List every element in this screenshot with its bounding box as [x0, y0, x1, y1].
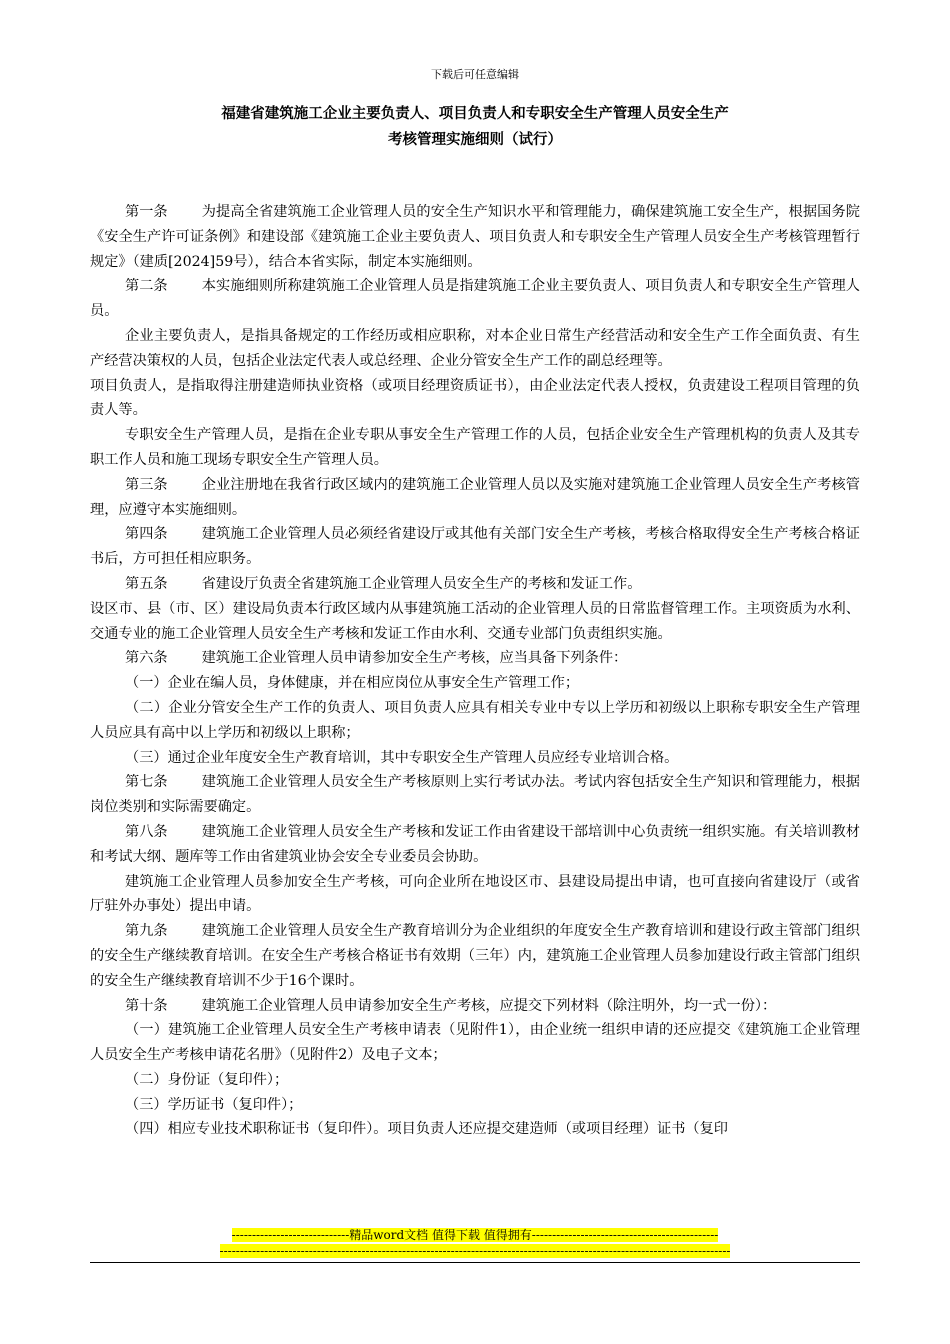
document-title-line-1: 福建省建筑施工企业主要负责人、项目负责人和专职安全生产管理人员安全生产 — [221, 105, 729, 122]
paragraph-text: 建筑施工企业管理人员必须经省建设厅或其他有关部门安全生产考核，考核合格取得安全生产考核合格证书后，方可担任相应职务。 — [90, 526, 860, 568]
article-number: 第一条 — [125, 204, 168, 220]
paragraph — [90, 1018, 860, 1068]
paragraph — [90, 1093, 860, 1118]
paragraph-text: 建筑施工企业管理人员申请参加安全生产考核，应提交下列材料（除注明外，均一式一份）： — [201, 997, 777, 1014]
paragraph — [90, 696, 860, 746]
article-number: 第九条 — [125, 923, 168, 940]
paragraph-text: 专职安全生产管理人员，是指在企业专职从事安全生产管理工作的人员，包括企业安全生产管理机构的负责人及其专职工作人员和施工现场专职安全生产管理人员。 — [90, 427, 860, 468]
paragraph — [90, 200, 860, 274]
paragraph — [90, 423, 860, 473]
article-number: 第十条 — [125, 997, 168, 1014]
paragraph-text: 建筑施工企业管理人员安全生产考核原则上实行考试办法。考试内容包括安全生产知识和管理能力，根据岗位类别和实际需要确定。 — [90, 774, 860, 816]
article-number: 第二条 — [125, 278, 168, 295]
paragraph — [90, 597, 860, 647]
paragraph — [90, 522, 860, 572]
paragraph — [90, 572, 860, 597]
paragraph — [90, 374, 860, 424]
article-number: 第五条 — [125, 575, 168, 592]
paragraph — [90, 646, 860, 671]
paragraph-text: （四）相应专业技术职称证书（复印件）。项目负责人还应提交建造师（或项目经理）证书（复印 — [125, 1121, 728, 1138]
footer-dashes-text: ------------------------------------------------------------------------------------------------------------------------------ — [219, 1244, 731, 1258]
paragraph — [90, 820, 860, 870]
paragraph-text: 企业主要负责人，是指具备规定的工作经历或相应职称，对本企业日常生产经营活动和安全生产工作全面负责、有生产经营决策权的人员，包括企业法定代表人或总经理、企业分管安全生产工作的副总经理等。 — [90, 327, 860, 369]
article-number: 第八条 — [125, 823, 168, 840]
paragraph-text: 建筑施工企业管理人员安全生产考核和发证工作由省建设干部培训中心负责统一组织实施。有关培训教材和考试大纲、题库等工作由省建筑业协会安全专业委员会协助。 — [90, 823, 860, 865]
footer-dashes — [0, 1244, 950, 1259]
paragraph-text: （一）企业在编人员，身体健康，并在相应岗位从事安全生产管理工作； — [125, 675, 580, 692]
paragraph-text: （三）通过企业年度安全生产教育培训，其中专职安全生产管理人员应经专业培训合格。 — [125, 749, 679, 766]
article-number: 第六条 — [125, 650, 168, 667]
footer-rule — [90, 1262, 860, 1263]
article-number: 第四条 — [125, 526, 168, 543]
document-body — [90, 200, 860, 1142]
paragraph-text: 企业注册地在我省行政区域内的建筑施工企业管理人员以及实施对建筑施工企业管理人员安全生产考核管理，应遵守本实施细则。 — [90, 476, 860, 518]
paragraph — [90, 994, 860, 1019]
paragraph — [90, 770, 860, 820]
paragraph-text: （二）身份证（复印件）； — [125, 1071, 289, 1088]
header-note: 下载后可任意编辑 — [431, 68, 519, 81]
paragraph — [90, 870, 860, 920]
paragraph-text: 省建设厅负责全省建筑施工企业管理人员安全生产的考核和发证工作。 — [201, 575, 642, 592]
document-title-line-2: 考核管理实施细则（试行） — [388, 131, 562, 148]
paragraph — [90, 473, 860, 523]
article-number: 第七条 — [125, 774, 168, 791]
paragraph — [90, 274, 860, 324]
paragraph-text: 项目负责人，是指取得注册建造师执业资格（或项目经理资质证书），由企业法定代表人授权，负责建设工程项目管理的负责人等。 — [90, 377, 860, 419]
paragraph — [90, 1068, 860, 1093]
paragraph-text: 建筑施工企业管理人员申请参加安全生产考核，应当具备下列条件： — [201, 650, 628, 667]
paragraph — [90, 324, 860, 374]
paragraph-text: 建筑施工企业管理人员安全生产教育培训分为企业组织的年度安全生产教育培训和建设行政主管部门组织的安全生产继续教育培训。在安全生产考核合格证书有效期（三年）内，建筑施工企业管理人员参加建设行政主管部门组织的安全生产继续教育培训不少于16个课时。 — [90, 923, 860, 989]
footer-banner — [0, 1228, 950, 1243]
paragraph — [90, 1117, 860, 1142]
paragraph-text: 本实施细则所称建筑施工企业管理人员是指建筑施工企业主要负责人、项目负责人和专职安全生产管理人员。 — [90, 278, 860, 320]
footer-banner-text: -----------------------------精品word文档 值得下载 值得拥有---------------------------------------------- — [231, 1228, 719, 1242]
paragraph — [90, 746, 860, 771]
paragraph-text: （三）学历证书（复印件）； — [125, 1096, 303, 1113]
paragraph-text: （二）企业分管安全生产工作的负责人、项目负责人应具有相关专业中专以上学历和初级以上职称专职安全生产管理人员应具有高中以上学历和初级以上职称； — [90, 699, 860, 741]
article-number: 第三条 — [125, 476, 168, 493]
paragraph-text: 设区市、县（市、区）建设局负责本行政区域内从事建筑施工活动的企业管理人员的日常监督管理工作。主项资质为水利、交通专业的施工企业管理人员安全生产考核和发证工作由水利、交通专业部门负责组织实施。 — [90, 600, 860, 642]
paragraph — [90, 919, 860, 993]
paragraph — [90, 671, 860, 696]
paragraph-text: 为提高全省建筑施工企业管理人员的安全生产知识水平和管理能力，确保建筑施工安全生产，根据国务院《安全生产许可证条例》和建设部《建筑施工企业主要负责人、项目负责人和专职安全生产管理人员安全生产考核管理暂行规定》（建质[2024]59号），结合本省实际，制定本实施细则。 — [90, 204, 860, 270]
paragraph-text: （一）建筑施工企业管理人员安全生产考核申请表（见附件1），由企业统一组织申请的还应提交《建筑施工企业管理人员安全生产考核申请花名册》（见附件2）及电子文本； — [90, 1022, 860, 1064]
paragraph-text: 建筑施工企业管理人员参加安全生产考核，可向企业所在地设区市、县建设局提出申请，也可直接向省建设厅（或省厅驻外办事处）提出申请。 — [90, 873, 860, 915]
